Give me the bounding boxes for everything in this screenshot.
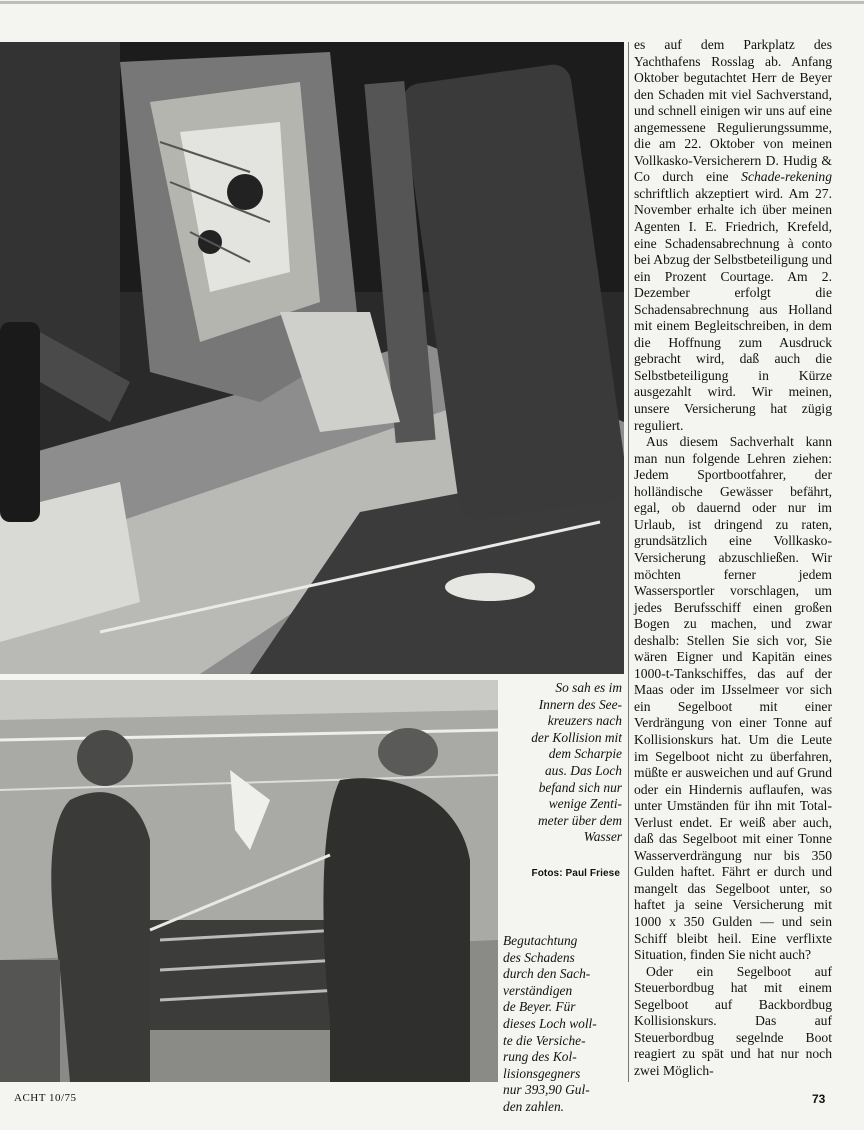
caption-line: dieses Loch woll-	[503, 1015, 597, 1031]
caption-line: durch den Sach-	[503, 966, 591, 982]
photo-caption-bottom	[503, 933, 618, 1116]
page-number: 73	[812, 1092, 826, 1106]
caption-line: Innern des See-	[538, 696, 622, 712]
article-text-column	[634, 37, 832, 1079]
caption-line: Wasser	[583, 829, 622, 845]
caption-line: nur 393,90 Gul-	[503, 1082, 590, 1098]
caption-line: befand sich nur	[538, 779, 622, 795]
article-italic-term: Schade-rekening	[741, 169, 832, 185]
caption-line: verständigen	[503, 982, 573, 998]
page-top-rule	[0, 1, 864, 4]
caption-line: Begutachtung	[503, 933, 578, 948]
caption-line: kreuzers nach	[547, 713, 622, 729]
photo-credit: Fotos: Paul Friese	[531, 868, 620, 879]
damage-inspection-photo	[0, 680, 498, 1082]
caption-line: der Kollision mit	[531, 729, 622, 745]
column-divider	[628, 42, 629, 1082]
collision-damage-photo	[0, 42, 624, 674]
article-text: es auf dem Parkplatz des Yachthafens Rosslag ab. Anfang Oktober begutachtet Herr de Beyer den Schaden mit viel Sachverstand, und schnell einigen wir uns auf eine angemessene Regulierungssumme, die am 22. Oktober von meinen Vollkasko-Versicherern D. Hudig & Co durch eine	[634, 37, 832, 185]
collision-damage-interior-photo-icon	[0, 42, 624, 674]
magazine-issue-label: ACHT 10/75	[14, 1092, 77, 1104]
damage-inspection-photo-icon	[0, 680, 498, 1082]
caption-line: den zahlen.	[503, 1098, 564, 1114]
caption-line: rung des Kol-	[503, 1049, 577, 1065]
caption-line: lisionsgegners	[503, 1065, 581, 1081]
article-paragraph: Aus diesem Sachverhalt kann man nun folgende Lehren ziehen: Jedem Sportbootfahrer, der holländische Gewässer befährt, egal, ob dauernd oder nur im Urlaub, ist dringend zu raten, grundsätzlich eine Vollkasko-Versicherung abzuschließen. Wir möchten ferner jedem Wassersportler vorschlagen, um jedes Berufsschiff einen großen Bogen zu machen, und zwar deshalb: Stellen Sie sich vor, Sie wären Eigner und Kapitän eines 1000-t-Tankschiffes, das auf der Maas oder im IJsselmeer vor sich ein Segelboot mit einer Verdrängung von einer Tonne auf Kollisionskurs hat. Um die Leute im Segelboot nicht zu überfahren, müßte er ausweichen und auf Grund oder ein Hindernis auflaufen, was unter Umständen für ihn mit Total-Verlust endet. Er weiß aber auch, daß das Segelboot mit einer Tonne Wasserverdrängung nur bis 350 Gulden haftet. Fährt er durch und mangelt das Segelboot unter, so haftet ja seine Versicherung mit 1000 x 350 Gulden — und sein Schiff bleibt heil. Eine verflixte Situation, finden Sie nicht auch?	[634, 434, 832, 963]
caption-line: des Schadens	[503, 949, 575, 965]
article-paragraph: Oder ein Segelboot auf Steuerbordbug hat mit einem Segelboot auf Backbordbug Kollisionskurs. Das auf Steuerbordbug segelnde Boot reagiert zu spät und hat nur noch zwei Möglich-	[634, 963, 832, 1078]
caption-line: te die Versiche-	[503, 1032, 586, 1048]
photo-caption-top	[502, 680, 622, 846]
article-text: schriftlich akzeptiert wird. Am 27. November erhalte ich über meinen Agenten I. E. Friedrich, Krefeld, eine Schadensabrechnung à conto bei Abzug der Selbstbeteiligung und ein Prozent Courtage. Am 2. Dezember erfolgt die Schadensabrechnung aus Holland mit einem Begleitschreiben, in dem die Hoffnung zum Ausdruck gebracht wird, daß auch die Selbstbeteiligung in Kürze ausgezahlt wird. Wir meinen, unsere Versicherung hat zügig reguliert.	[634, 185, 832, 433]
caption-line: wenige Zenti-	[548, 796, 622, 812]
article-paragraph	[634, 37, 832, 434]
caption-line: de Beyer. Für	[503, 999, 576, 1015]
caption-line: aus. Das Loch	[544, 762, 622, 778]
caption-line: So sah es im	[555, 680, 622, 695]
caption-line: meter über dem	[537, 812, 622, 828]
caption-line: dem Scharpie	[548, 746, 622, 762]
